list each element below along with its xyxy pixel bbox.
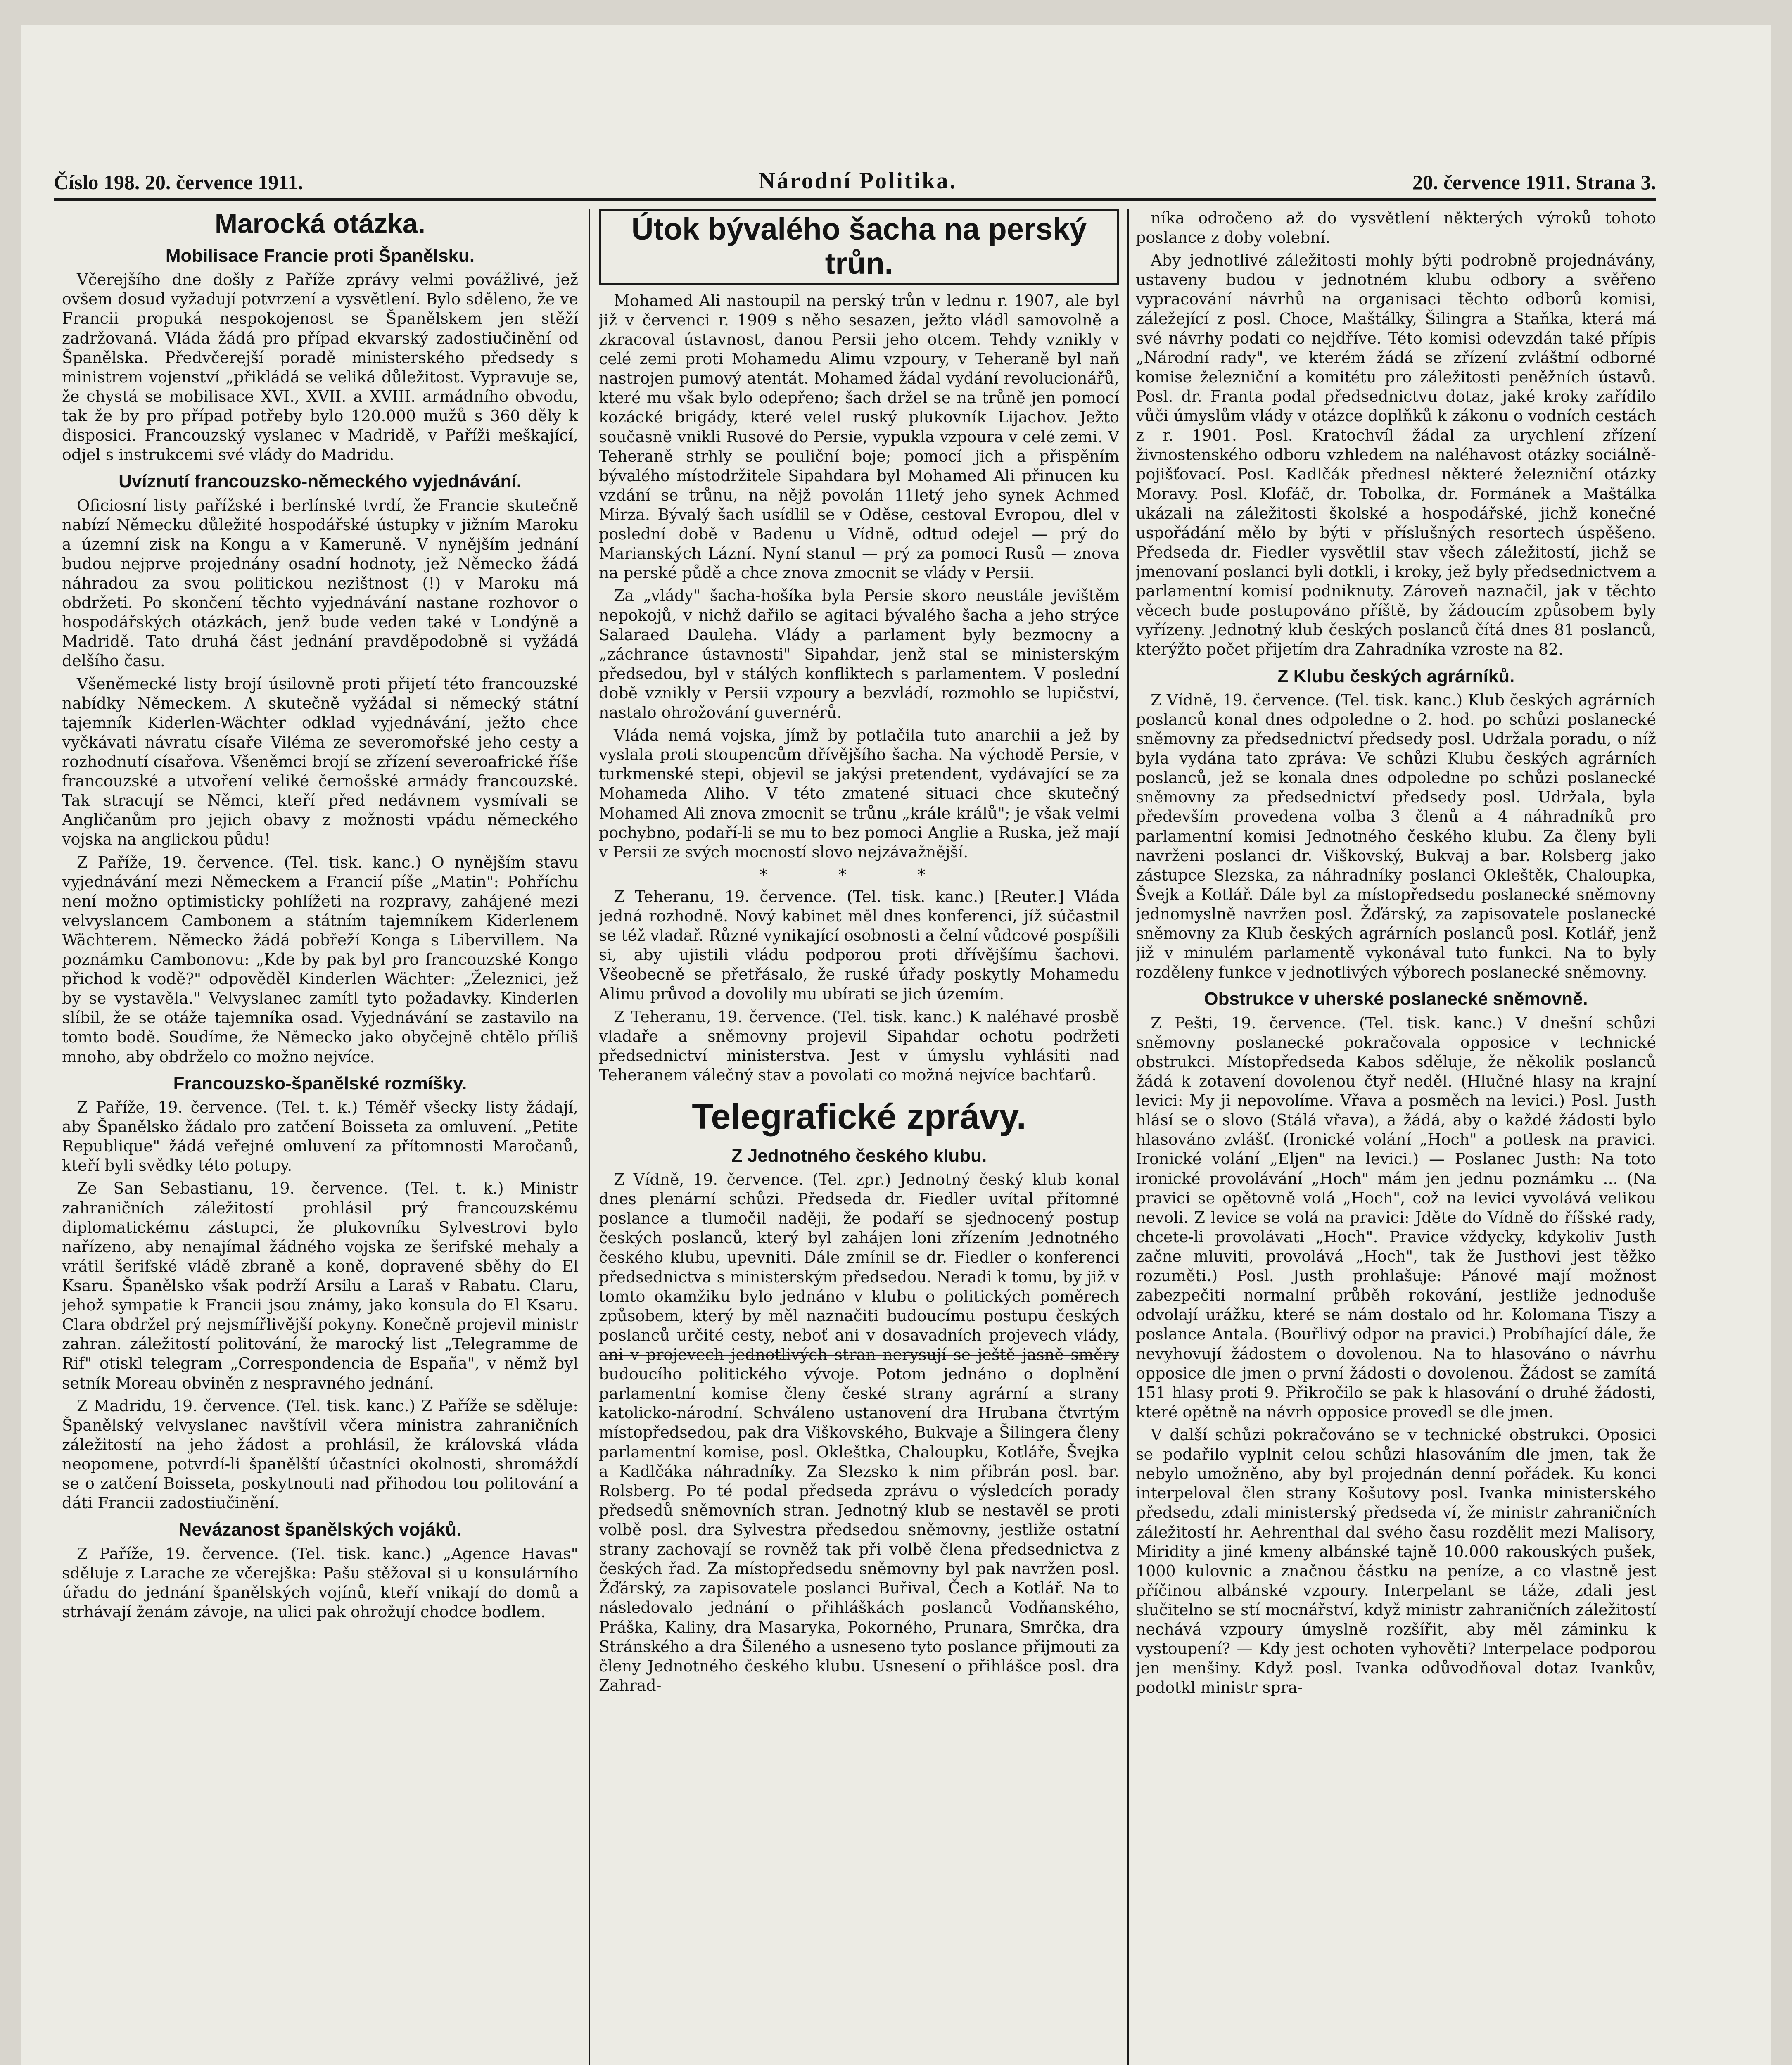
paragraph: Z Teheranu, 19. července. (Tel. tisk. kanc.) [Reuter.] Vláda jedná rozhodně. Nový kabinet měl dnes konferenci, jíž súčastnil se též vladař. Různé vynikající osobnosti a čelní vůdcové pospíšili si, aby ujistili vládu podporou proti dřívějšímu šachovi. Všeobecně se přetřásalo, že ruské úřady poskytly Mohamedu Alimu průvod a dovolily mu ubírati se jich územím. [599, 888, 1119, 1003]
paragraph: Z Vídně, 19. července. (Tel. tisk. kanc.) Klub českých agrárních poslanců konal dnes odpoledne o 2. hod. po schůzi poslanecké sněmovny za předsednictví předsedy posl. Udržala poradu, o níž byla vydána tato zpráva: Ve schůzi Klubu českých agrárních poslanců, jež se konala dnes odpoledne po schůzi poslanecké sněmovny za předsednictví předsedy posl. Udržala, byla především provedena volba 3 členů a 4 náhradníků pro parlamentní komisi Jednotného českého klubu. Za členy byli navrženi poslanci dr. Viškovský, Bukvaj a bar. Rolsberg jako zástupce Slezska, za náhradníky poslanci Okleštěk, Chaloupka, Švejk a Kotlář. Dále byl za místopředsedu poslanecké sněmovny jednomyslně navržen posl. Žďárský, za zapisovatele poslanecké sněmovny za Klub českých agrárních poslanců posl. Kotlář, jenž již v minulém parlamentě vykonával tuto funkci. Na to byly rozděleny funkce v jednotlivých výborech poslanecké sněmovny. [1136, 691, 1656, 982]
subheading-disputes: Francouzsko-španělské rozmíšky. [173, 1073, 467, 1094]
article-title-shah: Útok bývalého šacha na perský trůn. [599, 209, 1119, 285]
paragraph: Z Paříže, 19. července. (Tel. tisk. kanc.) „Agence Havas" sděluje z Larache ze včerejška: Pašu stěžoval si u konsulárního úřadu do jednání španělských vojínů, kteří vnikají do domů a strhávají ženám závoje, na ulici pak ohrožují chodce bodlem. [62, 1544, 578, 1621]
paragraph: Za „vlády" šacha-hošíka byla Persie skoro neustále jevištěm nepokojů, v nichž dařilo se agitaci bývalého šacha a jeho strýce Salaraed Dauleha. Vlády a parlament byly bezmocny a „záchrance ústavnosti" Sipahdar, jenž stal se ministerským předsedou, byl v stálých konfliktech s parlamentem. V poslední době vznikly v Persii vzpoury a bezvládí, rozmohlo se lupičství, nastalo ohrožování guvernérů. [599, 586, 1119, 722]
page-number-right: 20. července 1911. Strana 3. [1412, 171, 1656, 194]
issue-date-left: Číslo 198. 20. července 1911. [54, 171, 304, 194]
paragraph: Včerejšího dne došly z Paříže zprávy velmi povážlivé, jež ovšem dosud vyžadují potvrzení a vysvětlení. Bylo sděleno, že ve Francii propuká nespokojenost se Španělskem jen stěží zadržovaná. Vláda žádá pro případ ekvarský zadostiučinění od Španělska. Předvčerejší poradě ministerského předsedy s ministrem vojenství „přikládá se veliká důležitost. Vypravuje se, že chystá se mobilisace XVI., XVII. a XVIII. armádního obvodu, tak že by pro případ potřeby bylo 120.000 mužů s 360 děly k disposici. Francouzský vyslanec v Madridě, v Paříži meškající, odjel s instrukcemi své vlády do Madridu. [62, 271, 578, 464]
paragraph: Mohamed Ali nastoupil na perský trůn v lednu r. 1907, ale byl již v červenci r. 1909 s něho sesazen, ježto vládl samovolně a zkracoval ústavnost, danou Persii jeho otcem. Tehdy vznikly v celé zemi proti Mohamedu Alimu vzpoury, v Teheraně byl naň nastrojen pumový atentát. Mohamed žádal vydání revolucionářů, které mu však bylo odepřeno; šach držel se na trůně jen pomocí kozácké brigády, které velel ruský plukovník Lijachov. Ježto současně vnikli Rusové do Persie, vypukla vzpoura v celé zemi. V Teheraně strhly se pouliční boje; pomocí jich a přispěním bývalého místodržitele Sipahdara byl Mohamed Ali přinucen ku vzdání se trůnu, na nějž povolán 11letý jeho synek Achmed Mirza. Bývalý šach usídlil se v Oděse, cestoval Evropou, dlel v poslední době v Badenu u Vídně, odtud odejel — prý do Marianských Lázní. Nyní stanul — prý za pomoci Rusů — znova na perské půdě a chce znova zmocnit se vlády v Persii. [599, 291, 1119, 582]
paragraph: Z Madridu, 19. července. (Tel. tisk. kanc.) Z Paříže se sděluje: Španělský velvyslanec navštívil včera ministra zahraničních záležitostí na jeho žádost a prohlásil, že královská vláda neopomene, potvrdí-li španělští účastníci okolnosti, shromáždí se o zatčení Boisseta, poskytnouti nad přihodou tou politování a dáti Francii zadostiučinění. [62, 1396, 578, 1512]
paragraph: Z Paříže, 19. července. (Tel. tisk. kanc.) O nynějším stavu vyjednávání mezi Německem a Francií píše „Matin": Pohříchu není možno optimisticky pohlížeti na rozpravy, zahájené mezi velvyslancem Cambonem a státním tajemníkem Kiderlenem Wächterem. Německo žádá pobřeží Konga s Libervillem. Na poznámku Cambonovu: „Kde by pak byl pro francouzské Kongo přichod k vodě?" odpověděl Kinderlen Wächter: „Železnici, jež by se vystavěla." Velvyslanec zamítl tyto požadavky. Kinderlen slíbil, že se otáže tajemníka osad. Vyjednávání se zastavilo na tomto bodě. Soudíme, že Německo jako obyčejně chtělo příliš mnoho, aby obdrželo co možno nejvíce. [62, 853, 578, 1066]
column-divider-2 [1127, 209, 1129, 2065]
paragraph: Z Teheranu, 19. července. (Tel. tisk. kanc.) K naléhavé prosbě vladaře a sněmovny projevil Sipahdar ochotu podržeti předsednictví ministerstva. Jest v úmyslu vyhlásiti nad Teheranem válečný stav a povolati co možná nejvíce bachťarů. [599, 1007, 1119, 1085]
paragraph: Z Paříže, 19. července. (Tel. t. k.) Téměř všecky listy žádají, aby Španělsko žádalo pro zatčení Boisseta za omluvení. „Petite Republique" žádá veřejné omluvení za přítomnosti Maročanů, kteří byli svědky této potupy. [62, 1098, 578, 1175]
subheading-hungarian-obstruction: Obstrukce v uherské poslanecké sněmovně. [1204, 989, 1588, 1009]
paragraph: níka odročeno až do vysvětlení některých výroků tohoto poslance z doby volební. [1136, 209, 1656, 247]
column-1 [62, 209, 578, 2065]
masthead-rule [54, 198, 1656, 201]
subheading-czech-club: Z Jednotného českého klubu. [731, 1145, 987, 1166]
masthead [54, 157, 1656, 194]
paragraph: Z Pešti, 19. července. (Tel. tisk. kanc.) V dnešní schůzi sněmovny poslanecké pokračovala opposice v technické obstrukci. Místopředseda Kabos sděluje, že několik poslanců žádá k zotavení dovolenou čtyř neděl. (Hlučné hlasy na krajní levici: My ji nepovolíme. Vřava a posměch na levici.) Posl. Justh hlásí se o slovo (Stálá vřava), a žádá, aby o každé žádosti bylo hlasováno zvlášť. (Ironické volání „Hoch" a potlesk na pravici. Ironické volání „Eljen" na levici.) — Poslanec Justh: Na toto ironické provolávání „Hoch" mám jen jednu poznámku ... (Na pravici se opětovně volá „Hoch", což na levici vyvolává velikou nevoli. Z levice se volá na pravici: Jděte do Vídně do říšské rady, chcete-li provolávati „Hoch". Pravice vždycky, kdykoliv Justh začne mluviti, provolává „Hoch", tak že Justhovi jest těžko rozuměti.) Posl. Justh prohlašuje: Pánové mají možnost zabezpečiti normalní průběh rokování, jestliže jednoduše odvolají urážku, které se nám dostalo od hr. Kolomana Tiszy a poslance Antala. (Bouřlivý odpor na pravici.) Probíhající dále, že nevyhovují žádostem o dovolenou. Na to hlasováno o návrhu opposice dle jmen o první žádosti o dovolenou. Žádost se zamítá 151 hlasy proti 9. Přikročilo se pak k hlasování o druhé žádosti, které opětně na návrh opposice provedl se dle jmen. [1136, 1014, 1656, 1421]
section-title-telegraph: Telegrafické zprávy. [692, 1097, 1026, 1137]
paragraph: Oficiosní listy pařížské i berlínské tvrdí, že Francie skutečně nabízí Německu důležité hospodářské ústupky v jižním Maroku a územní zisk na Kongu a v Kameruně. V nynějším jednání budou nejprve projednány osadní hodnoty, jež Německo žádá náhradou za svou politickou nezištnost (!) v Maroku má obdržeti. Po skončení těchto vyjednávání nastane rozhovor o hospodářských otázkách, jenž bude veden také v Londýně a Madridě. Tato druhá část jednání pravděpodobně si vyžádá delšího času. [62, 496, 578, 670]
paragraph: Vláda nemá vojska, jímž by potlačila tuto anarchii a jež by vyslala proti stoupencům dřívějšího šacha. Na východě Persie, v turkmenské stepi, objevil se jakýsi pretendent, vydávající se za Mohameda Aliho. V této zmatené situaci chce skutečný Mohamed Ali znova zmocnit se trůnu „krále králů"; je však velmi pochybno, podaří-li se mu to bez pomoci Anglie a Ruska, jež mají v Persii ze svých mocností slovo nejzávažnější. [599, 726, 1119, 861]
section-separator: * * * [760, 865, 959, 884]
newspaper-page [21, 25, 1771, 2065]
column-3 [1136, 209, 1656, 2065]
subheading-soldiers: Nevázanost španělských vojáků. [178, 1519, 462, 1540]
article-title-morocco: Marocká otázka. [215, 209, 425, 239]
column-divider-1 [589, 209, 590, 2065]
subheading-mobilisation: Mobilisace Francie proti Španělsku. [165, 245, 475, 266]
column-2 [599, 209, 1119, 2065]
paragraph: Ze San Sebastianu, 19. července. (Tel. t. k.) Ministr zahraničních záležitostí prohlásil prý francouzskému diplomatickému zástupci, že plukovníku Sylvestrovi bylo nařízeno, aby nenajímal žádného vojska ze šerifské mehaly a vrátil šerifské vládě zbraně a koně, dopravené sběhy do El Ksaru. Španělsko však podrží Arsilu a Laraš v Rabatu. Claru, jehož sympatie k Francii jsou známy, jako konsula do El Ksaru. Clara obdržel prý nejsmířlivější pokyny. Konečně projevil ministr zahran. záležitostí politování, že marocký list „Telegramme de Rif" otiskl telegram „Correspondencia de España", v němž byl setník Moreau obviněn z nespravného jednání. [62, 1179, 578, 1392]
subheading-agrarian-club: Z Klubu českých agrárníků. [1277, 666, 1515, 686]
paragraph: Aby jednotlivé záležitosti mohly býti podrobně projednávány, ustaveny budou v jednotném klubu odbory a svěřeno vypracování návrhů na organisaci těchto odborů komisi, záležející z posl. Choce, Maštálky, Šilingra a Staňka, která má své návrhy podati co nejdříve. Této komisi odevzdán také přípis „Národní rady", ve kterém žádá se zřízení zvláštní odborné komise železniční a komitétu pro záležitosti peněžních ústavů. Posl. dr. Franta podal předsednictvu dotaz, jaké kroky zařídilo vůči úmyslům vlády v otázce doplňků k zákonu o vodních cestách z r. 1901. Posl. Kratochvíl žádal za urychlení zřízení živnostenského odboru vzhledem na naléhavost otázky sociálně-pojišťovací. Posl. Kadlčák přednesl některé železniční otázky Moravy. Posl. Klofáč, dr. Tobolka, dr. Formánek a Maštálka ukázali na záležitosti školské a hospodářské, jichž konečné uspořádání mělo by býti v příslušných resortech úspěšeno. Předseda dr. Fiedler vysvětlil stav všech záležitostí, jichž se jmenovaní poslanci byli dotkli, i kroky, jež byly předsednictvem a parlamentní komisí podniknuty. Zároveň naznačil, jak v těchto věcech bude postupováno příště, by žádoucím způsobem byly vyřízeny. Jednotný klub českých poslanců čítá dnes 81 poslanců, kterýžto počet přijetím dra Zahradníka vzroste na 82. [1136, 251, 1656, 659]
paragraph: Všeněmecké listy brojí úsilovně proti přijetí této francouzské nabídky Německem. A skutečně vyžádal si německý státní tajemník Kiderlen-Wächter odklad vyjednávání, ježto chce vyčkávati návratu císaře Viléma ze severomořské jeho cesty a rozhodnutí císařova. Všeněmci brojí se zřízení severoafrické říše francouzské a utvoření veliké černošské armády francouzské. Tak stracují se Němci, kteří před nedávnem vysmívali se Angličanům pro jejich obavy z možnosti vpádu německého vojska na anglickou půdu! [62, 674, 578, 849]
paragraph: V další schůzi pokračováno se v technické obstrukci. Oposici se podařilo vyplnit celou schůzi hlasováním dle jmen, tak že nebylo umožněno, aby byl projednán denní pořádek. Ku konci interpeloval člen strany Košutovy posl. Ivanka ministerského předsedu, zdali ministerský předseda ví, že ministr zahraničních záležitostí hr. Aehrenthal dal svého času rozdělit mezi Malisory, Miridity a jiné kmeny albánské tajně 10.000 rakouských pušek, 1000 kulovnic a značnou částku na peníze, a co vlastně jest příčinou albánské vzpoury. Interpelant se táže, zdali jest slučitelno se stí mocnářství, když ministr zahraničních záležitostí nechává vzpoury úmyslně rozšířit, aby měl záminku k vystoupení? — Kdy jest ochoten vyhověti? Interpelace podporou jen menšiny. Když posl. Ivanka odůvodňoval dotaz Ivankův, podotkl ministr spra- [1136, 1425, 1656, 1697]
newspaper-title: Národní Politika. [758, 168, 957, 194]
paragraph: Z Vídně, 19. července. (Tel. zpr.) Jednotný český klub konal dnes plenární schůzi. Předseda dr. Fiedler uvítal přítomné poslance a tlumočil naději, že podaří se sjednocený postup českých poslanců, který byl zahájen loni zřízením Jednotného českého klubu, upevniti. Dále zmínil se dr. Fiedler o konferenci předsednictva s ministerským předsedou. Neradi k tomu, by již v tomto okamžiku bylo jednáno v klubu o politických poměrech způsobem, který by měl naznačiti budoucímu postupu českých poslanců určité cesty, neboť ani v dosavadních projevech vlády, ani v projevech jednotlivých stran nerysují se ještě jasně směry budoucího politického vývoje. Potom jednáno o doplnění parlamentní komise členy české strany agrární a strany katolicko-národní. Schváleno ustanovení dra Hrubana čtvrtým místopředsedou, pak dra Viškovského, Bukvaje a Šilingera členy parlamentní komise, posl. Okleštka, Chaloupku, Kotláře, Švejka a Kadlčáka náhradníky. Za Slezsko k nim přibrán posl. bar. Rolsberg. Po té podal předseda zprávu o výsledcích porady předsedů sněmovních stran. Jednotný klub se nestavěl se proti volbě posl. dra Sylvestra předsedou sněmovny, jestliže ostatní strany zachovají se rovněž tak při volbě člena předsednictva z českých řad. Za místopředsedu sněmovny byl pak navržen posl. Žďárský, za zapisovatele poslanci Buřival, Čech a Kotlář. Na to následovalo jednání o přihláškách poslanců Vodňanského, Práška, Kaliny, dra Masaryka, Pokorného, Prunara, Smrčka, dra Stránského a dra Šileného a usneseno tyto poslance přijmouti za členy Jednotného českého klubu. Usnesení o přihlášce posl. dra Zahrad- [599, 1170, 1119, 1695]
subheading-negotiations: Uvíznutí francouzsko-německého vyjednávání. [119, 471, 522, 492]
